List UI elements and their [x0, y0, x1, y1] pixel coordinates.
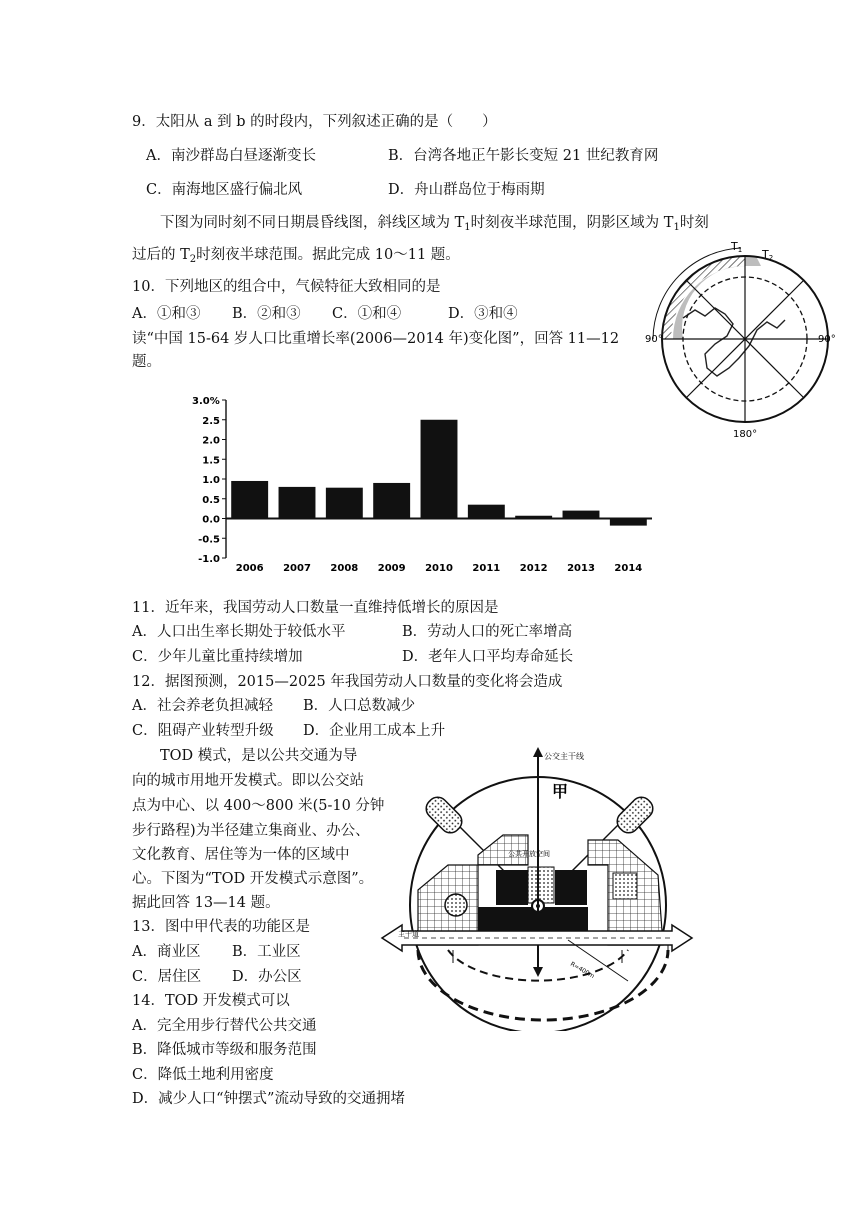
label-t1: T1 [731, 240, 743, 254]
bar-2013 [563, 511, 600, 519]
label-t2: T2 [762, 248, 774, 262]
q11-option-a: A．人口出生率长期处于较低水平 [132, 624, 346, 640]
bar-2006 [231, 481, 268, 519]
x-tick-label: 2008 [330, 563, 359, 574]
label-radius: R=400m [569, 960, 596, 980]
intro10-line1: 下图为同时刻不同日期晨昏线图，斜线区域为 $T_1$时刻夜半球范围，阴影区域为 $T_1$时刻 [160, 215, 709, 233]
q13-option-b: B．工业区 [232, 944, 301, 960]
q9-option-d: D．舟山群岛位于梅雨期 [388, 182, 545, 198]
bar-2011 [468, 505, 505, 519]
y-tick-label: 2.0 [202, 435, 220, 447]
q10-option-c: C．①和④ [332, 306, 402, 322]
tod-intro-l7: 据此回答 13—14 题。 [132, 895, 280, 911]
x-tick-label: 2013 [567, 563, 595, 574]
q11-option-b: B．劳动人口的死亡率增高 [402, 624, 573, 640]
tod-intro-l1: TOD 模式，是以公共交通为导 [160, 748, 358, 764]
bar-2014 [610, 519, 647, 526]
x-tick-label: 2009 [377, 563, 406, 574]
bar-2010 [421, 420, 458, 519]
q14-option-d: D．减少人口“钟摆式”流动导致的交通拥堵 [132, 1091, 405, 1107]
q13-option-d: D．办公区 [232, 969, 302, 985]
tod-intro-l6: 心。下图为“TOD 开发模式示意图”。 [132, 871, 374, 887]
q9-option-a: A．南沙群岛白昼逐渐变长 [146, 148, 316, 164]
antarctica-coast [683, 308, 785, 376]
y-tick-label: 1.5 [202, 455, 220, 467]
q13-stem: 13．图中甲代表的功能区是 [132, 919, 310, 935]
y-tick-label: 3.0% [192, 396, 220, 407]
x-tick-label: 2012 [519, 563, 548, 574]
x-tick-label: 2007 [283, 563, 311, 574]
x-tick-label: 2010 [425, 563, 453, 574]
q10-option-a: A．①和③ [132, 306, 201, 322]
q14-stem: 14．TOD 开发模式可以 [132, 993, 290, 1009]
q11-stem: 11．近年来，我国劳动人口数量一直维持低增长的原因是 [132, 600, 499, 616]
q14-option-c: C．降低土地利用密度 [132, 1067, 274, 1083]
y-tick-label: 0.5 [202, 494, 220, 506]
q13-option-a: A．商业区 [132, 944, 201, 960]
y-tick-label: 2.5 [202, 415, 220, 427]
label-open-space: 公共开放空间 [508, 850, 550, 858]
q9-option-b: B．台湾各地正午影长变短 21 世纪教育网 [388, 148, 659, 164]
q14-option-a: A．完全用步行替代公共交通 [132, 1018, 317, 1034]
bar-2008 [326, 488, 363, 519]
q9-option-c: C．南海地区盛行偏北风 [146, 182, 303, 198]
label-90-left: 90° [645, 334, 663, 345]
x-tick-label: 2014 [614, 563, 643, 574]
tod-intro-l3: 点为中心、以 400～800 米(5-10 分钟 [132, 798, 385, 814]
y-tick-label: 1.0 [202, 475, 220, 486]
bar-2009 [373, 483, 410, 519]
intro11-line1: 读“中国 15-64 岁人口比重增长率(2006—2014 年)变化图”，回答 11—12 [132, 331, 620, 347]
q13-option-c: C．居住区 [132, 969, 202, 985]
q12-option-b: B．人口总数减少 [303, 698, 416, 714]
tod-intro-l4: 步行路程)为半径建立集商业、办公、 [132, 823, 370, 839]
label-main-road: 主干道 [398, 930, 419, 938]
q14-option-b: B．降低城市等级和服务范围 [132, 1042, 317, 1058]
intro10-line2: 过后的 $T_2$时刻夜半球范围。据此完成 10～11 题。 [132, 247, 460, 265]
q12-option-d: D．企业用工成本上升 [303, 723, 446, 739]
bar-2007 [279, 487, 316, 519]
label-180: 180° [733, 429, 758, 438]
q9-stem: 9．太阳从 a 到 b 的时段内，下列叙述正确的是（ ） [132, 114, 497, 130]
polar-terminator-map [645, 238, 845, 438]
label-90-right: 90° [818, 334, 836, 345]
q11-option-c: C．少年儿童比重持续增加 [132, 649, 303, 665]
q10-stem: 10．下列地区的组合中，气候特征大致相同的是 [132, 279, 441, 295]
q10-option-b: B．②和③ [232, 306, 301, 322]
q12-stem: 12．据图预测，2015—2025 年我国劳动人口数量的变化将会造成 [132, 674, 563, 690]
tod-diagram [378, 745, 696, 1031]
tod-intro-l2: 向的城市用地开发模式。即以公交站 [132, 773, 364, 789]
q11-option-d: D．老年人口平均寿命延长 [402, 649, 574, 665]
label-trunk-line: 公交主干线 [544, 752, 584, 761]
q12-option-a: A．社会养老负担减轻 [132, 698, 273, 714]
population-growth-bar-chart [190, 388, 660, 578]
y-tick-label: -0.5 [198, 534, 220, 546]
intro11-line2: 题。 [132, 354, 161, 370]
x-tick-label: 2011 [472, 563, 501, 574]
x-tick-label: 2006 [235, 563, 264, 574]
label-jia: 甲 [552, 782, 569, 801]
q12-option-c: C．阻碍产业转型升级 [132, 723, 274, 739]
y-tick-label: 0.0 [202, 514, 220, 526]
tod-intro-l5: 文化教育、居住等为一体的区域中 [132, 847, 350, 863]
y-tick-label: -1.0 [198, 554, 220, 565]
q10-option-d: D．③和④ [448, 306, 518, 322]
